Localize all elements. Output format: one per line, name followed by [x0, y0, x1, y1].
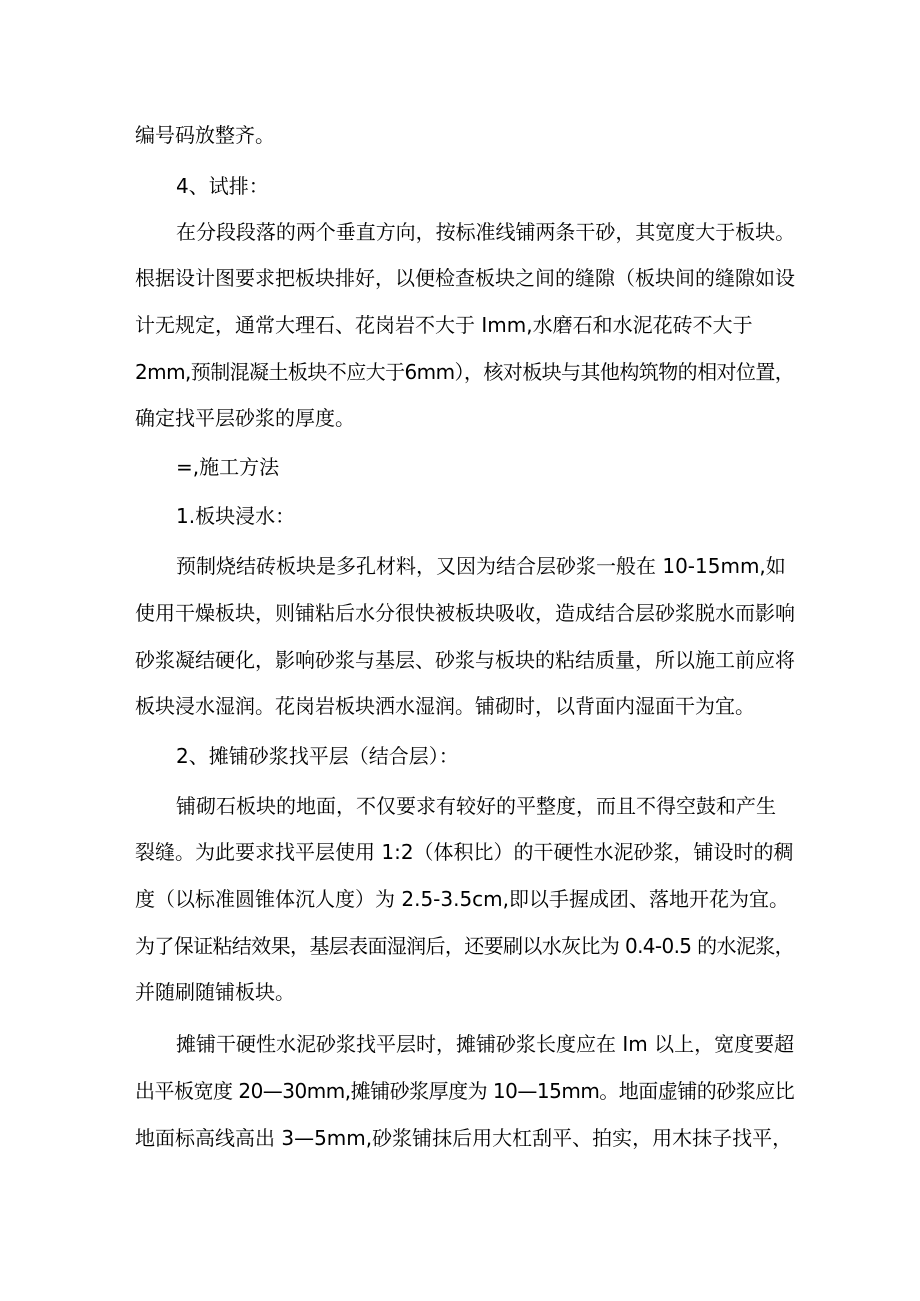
text-line: 在分段段落的两个垂直方向，按标准线铺两条干砂，其宽度大于板块。 [176, 220, 796, 244]
section-heading: 1.板块浸水： [176, 504, 296, 528]
text-line: 裂缝。为此要求找平层使用 1:2（体积比）的干硬性水泥砂浆，铺设时的稠 [135, 840, 794, 864]
text-line: 使用干燥板块，则铺粘后水分很快被板块吸收，造成结合层砂浆脱水而影响 [135, 601, 795, 625]
text-line: 为了保证粘结效果，基层表面湿润后，还要刷以水灰比为 0.4-0.5 的水泥浆， [135, 934, 794, 958]
text-line: 板块浸水湿润。花岗岩板块洒水湿润。铺砌时，以背面内湿面干为宜。 [135, 694, 755, 718]
section-heading: 4、试排： [176, 174, 269, 198]
text-line: 根据设计图要求把板块排好，以便检查板块之间的缝隙（板块间的缝隙如设 [135, 266, 795, 290]
section-heading: =,施工方法 [176, 455, 280, 479]
text-line: 摊铺干硬性水泥砂浆找平层时，摊铺砂浆长度应在 Im 以上，宽度要超 [176, 1032, 795, 1056]
text-line: 预制烧结砖板块是多孔材料，又因为结合层砂浆一般在 10-15mm,如 [176, 554, 786, 578]
text-line: 砂浆凝结硬化，影响砂浆与基层、砂浆与板块的粘结质量，所以施工前应将 [135, 648, 795, 672]
text-line: 确定找平层砂浆的厚度。 [135, 406, 355, 430]
text-line: 并随刷随铺板块。 [135, 980, 295, 1004]
section-heading: 2、摊铺砂浆找平层（结合层）： [176, 744, 459, 768]
text-line: 编号码放整齐。 [135, 123, 275, 147]
text-line: 2mm,预制混凝土板块不应大于6mm），核对板块与其他构筑物的相对位置， [135, 360, 795, 384]
text-line: 铺砌石板块的地面，不仅要求有较好的平整度，而且不得空鼓和产生 [176, 794, 776, 818]
text-line: 地面标高线高出 3—5mm,砂浆铺抹后用大杠刮平、拍实，用木抹子找平， [135, 1126, 793, 1150]
text-line: 出平板宽度 20—30mm,摊铺砂浆厚度为 10—15mm。地面虚铺的砂浆应比 [135, 1079, 795, 1103]
text-line: 度（以标准圆锥体沉人度）为 2.5-3.5cm,即以手握成团、落地开花为宜。 [135, 887, 790, 911]
text-line: 计无规定，通常大理石、花岗岩不大于 Imm,水磨石和水泥花砖不大于 [135, 313, 753, 337]
